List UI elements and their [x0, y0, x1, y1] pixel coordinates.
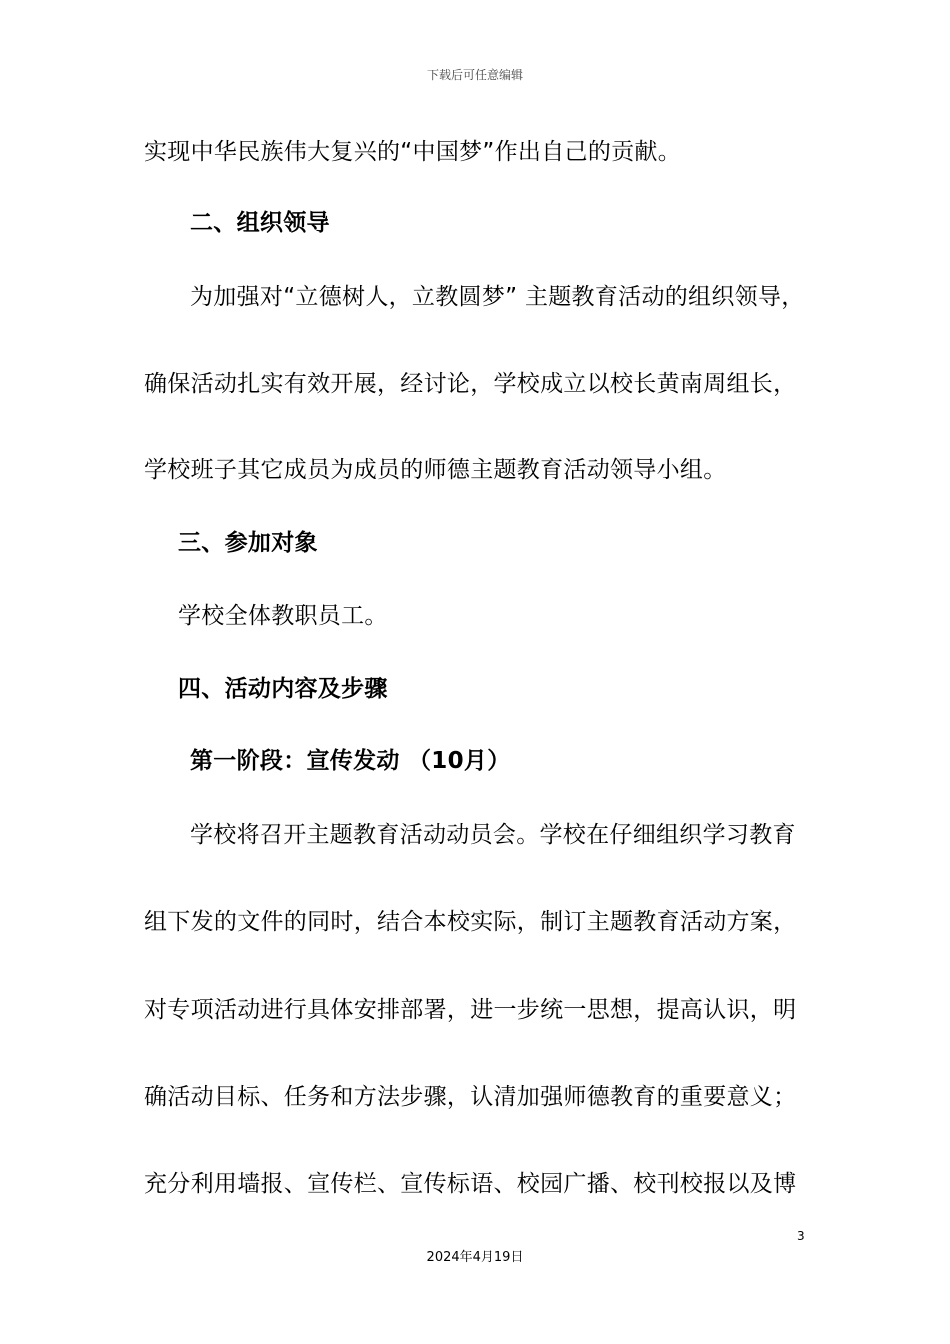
body-line: 学校将召开主题教育活动动员会。学校在仔细组织学习教育: [190, 822, 796, 848]
body-line: 组下发的文件的同时，结合本校实际，制订主题教育活动方案，: [144, 909, 797, 935]
body-line: 为加强对“立德树人，立教圆梦” 主题教育活动的组织领导，: [190, 284, 805, 310]
section-heading: 三、参加对象: [178, 530, 318, 556]
section-heading: 二、组织领导: [190, 210, 330, 236]
body-line: 实现中华民族伟大复兴的“中国梦”作出自己的贡献。: [144, 139, 682, 165]
subsection-heading: 第一阶段：宣传发动 （10月）: [190, 748, 511, 774]
body-line: 对专项活动进行具体安排部署，进一步统一思想，提高认识，明: [144, 997, 797, 1023]
body-line: 学校班子其它成员为成员的师德主题教育活动领导小组。: [144, 457, 727, 483]
page-header: 下载后可任意编辑: [426, 68, 523, 82]
body-line: 学校全体教职员工。: [178, 603, 388, 629]
body-line: 确保活动扎实有效开展，经讨论，学校成立以校长黄南周组长，: [144, 371, 797, 397]
body-line: 确活动目标、任务和方法步骤，认清加强师德教育的重要意义；: [144, 1084, 797, 1110]
section-heading: 四、活动内容及步骤: [178, 676, 388, 702]
page-number: 3: [797, 1229, 805, 1243]
footer-date: 2024年4月19日: [426, 1250, 524, 1265]
body-line: 充分利用墙报、宣传栏、宣传标语、校园广播、校刊校报以及博: [144, 1171, 797, 1197]
